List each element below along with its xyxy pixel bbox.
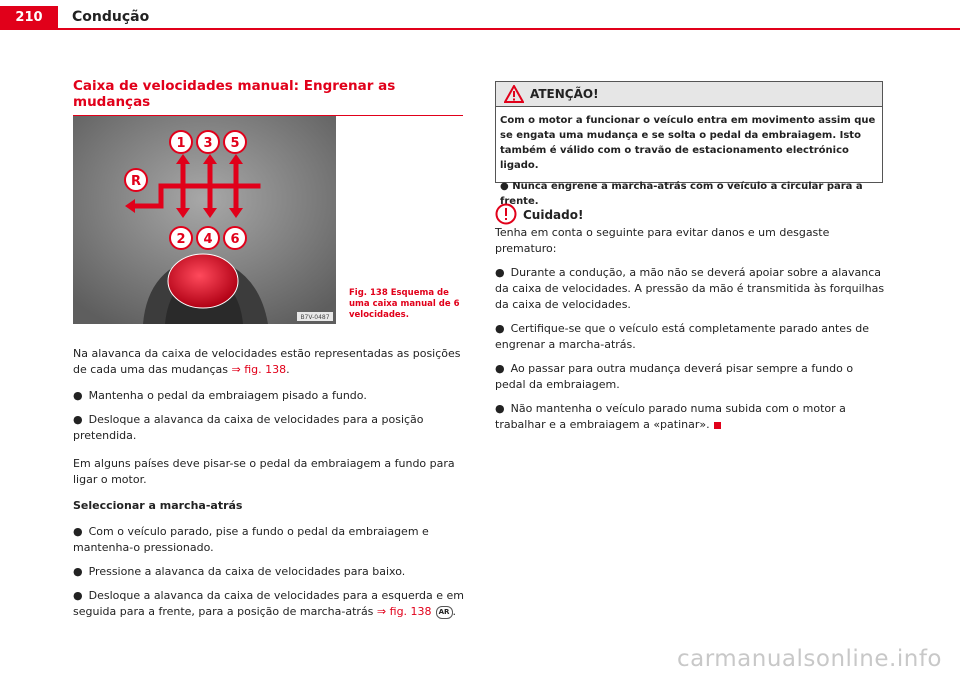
list-item: ● Não mantenha o veículo parado numa subida com o motor a trabalhar e a embraiagem a «patinar». xyxy=(495,402,846,431)
gear-label-6: 6 xyxy=(230,232,240,247)
gear-label-4: 4 xyxy=(203,232,213,247)
caution-section xyxy=(495,203,885,441)
warning-header xyxy=(496,82,882,107)
gear-label-5: 5 xyxy=(230,136,240,151)
gear-label-1: 1 xyxy=(176,136,186,151)
warning-text: Com o motor a funcionar o veículo entra em movimento assim que se engata uma mudança e se solta o pedal da embraiagem. Isto também é válido com o travão de estacionamento electrónico ligado. xyxy=(500,115,876,171)
reverse-gear-badge: AR xyxy=(436,606,453,619)
intro-paragraph: Na alavanca da caixa de velocidades estão representadas as posições de cada uma das mudanças ⇒ fig. 138. xyxy=(73,347,461,376)
gear-label-2: 2 xyxy=(176,232,186,247)
page-header xyxy=(0,0,960,32)
figure-reference-link[interactable]: ⇒ fig. 138 xyxy=(231,363,287,376)
warning-triangle-icon xyxy=(504,85,524,103)
gear-label-reverse: R xyxy=(130,174,142,189)
watermark: carmanualsonline.info xyxy=(676,646,942,672)
figure-code: B7V-0487 xyxy=(300,314,330,321)
warning-body xyxy=(496,107,882,209)
note-paragraph: Em alguns países deve pisar-se o pedal da embraiagem a fundo para ligar o motor. xyxy=(73,457,455,486)
list-item: ● Mantenha o pedal da embraiagem pisado a fundo. xyxy=(73,389,367,402)
list-item: ● Ao passar para outra mudança deverá pisar sempre a fundo o pedal da embraiagem. xyxy=(495,362,854,391)
caution-intro: Tenha em conta o seguinte para evitar danos e um desgaste prematuro: xyxy=(495,226,830,255)
page-number: 210 xyxy=(0,6,58,30)
section-end-marker xyxy=(714,422,721,429)
list-item: ● Pressione a alavanca da caixa de velocidades para baixo. xyxy=(73,565,406,578)
gearshift-figure xyxy=(73,116,336,324)
caution-title: Cuidado! xyxy=(523,208,584,222)
warning-title: ATENÇÃO! xyxy=(530,87,599,101)
caution-exclamation-icon xyxy=(495,203,517,225)
section-title: Caixa de velocidades manual: Engrenar as mudanças xyxy=(73,78,463,116)
header-rule xyxy=(0,28,960,30)
reverse-heading: Seleccionar a marcha-atrás xyxy=(73,499,243,512)
list-item: ● Certifique-se que o veículo está completamente parado antes de engrenar a marcha-atrás. xyxy=(495,322,870,351)
list-item: ● Com o veículo parado, pise a fundo o pedal da embraiagem e mantenha-o pressionado. xyxy=(73,525,429,554)
running-title: Condução xyxy=(72,9,150,25)
list-item: ● Desloque a alavanca da caixa de velocidades para a esquerda e em seguida para a frente, para a posição de marcha-atrás ⇒ fig. 138 AR . xyxy=(73,589,465,618)
gearshift-diagram xyxy=(73,116,336,324)
warning-box xyxy=(495,81,883,207)
list-item: ● Durante a condução, a mão não se deverá apoiar sobre a alavanca da caixa de velocidades. A pressão da mão é transmitida às forquilhas da caixa de velocidades. xyxy=(495,266,885,311)
figure-caption: Fig. 138 Esquema de uma caixa manual de 6 velocidades. xyxy=(349,288,460,320)
figure-reference-link[interactable]: ⇒ fig. 138 xyxy=(376,605,432,618)
main-column xyxy=(73,346,468,628)
caution-header xyxy=(495,203,885,225)
warning-bullet: ● Nunca engrene a marcha-atrás com o veículo a circular para a frente. xyxy=(500,181,863,207)
list-item: ● Desloque a alavanca da caixa de velocidades para a posição pretendida. xyxy=(73,413,424,442)
gear-label-3: 3 xyxy=(203,136,213,151)
